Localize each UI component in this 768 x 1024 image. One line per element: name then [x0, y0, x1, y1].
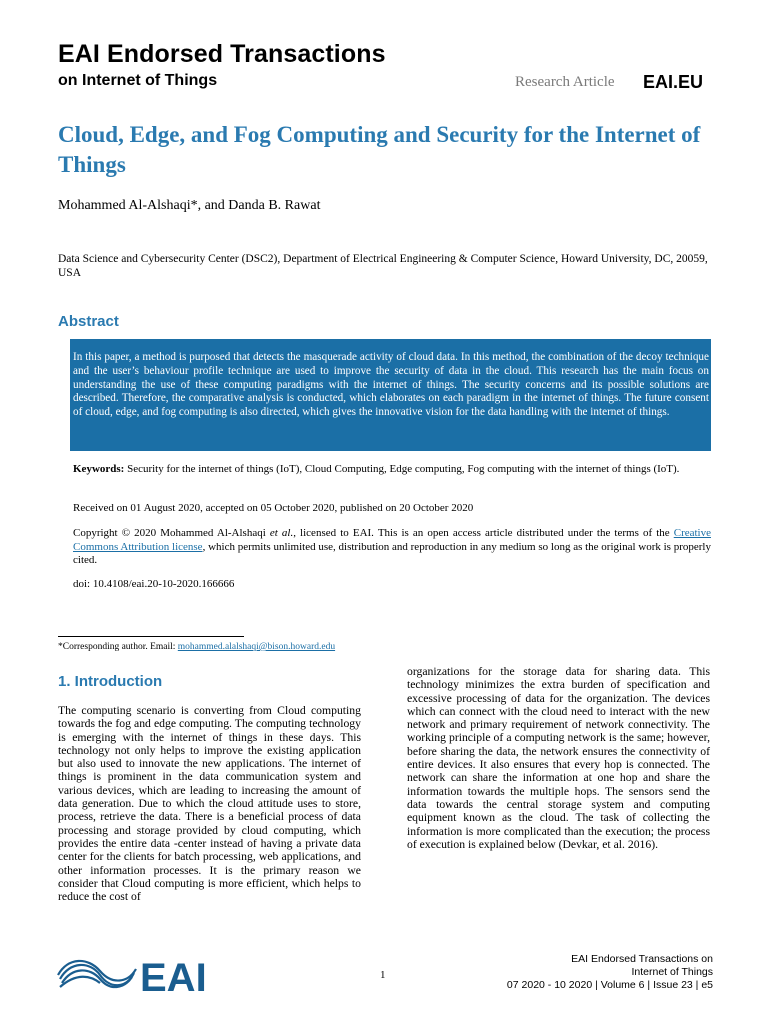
copyright-text-2: , licensed to EAI. This is an open access article distributed under the terms of the: [293, 527, 674, 539]
page-number: 1: [380, 969, 386, 981]
journal-subtitle: on Internet of Things: [58, 72, 218, 89]
corresponding-author-footnote: [58, 642, 335, 652]
footnote-label: *Corresponding author. Email:: [58, 642, 178, 652]
keywords: [73, 463, 711, 477]
intro-right-column: organizations for the storage data for sharing data. This technology minimizes the extra burden of specification and excessive processing of data for the organization. The devices which can connect with the cloud need to interact with the new network and primary requirement of network connectivity. The working principle of a computing network is the same; however, before sharing the data, the network ensures the connectivity of entire devices. It also ensures that every hop is connected. The network can share the information at one hop and share the information towards the multiple hops. The sensors send the data towards the central storage system and computing equipment known as the cloud. The task of collecting the information is more complicated than the execution; the process of execution is explained below (Devkar, et al. 2016).: [407, 665, 710, 851]
brand-label: EAI.EU: [643, 72, 704, 92]
keywords-text: Security for the internet of things (IoT), Cloud Computing, Edge computing, Fog computing with the internet of things (IoT).: [127, 463, 680, 475]
article-type: Research Article: [515, 74, 615, 90]
intro-left-column: The computing scenario is converting from Cloud computing towards the fog and edge computing. The computing technology is emerging with the internet of things in these days. This technology not only helps to improve the existing application but also used to innovate the new applications. The internet of things is prominent in the data communication system and various devices, which are leading to increasing the amount of data generation. Due to which the cloud attitude uses to store, process, retrieve the data. There is a beneficial process of data processing and storage provided by cloud computing, which provides the entire data -center instead of having a private data center for the clients for batch processing, web applications, and other information processes. It is the primary reason we consider that Cloud computing is more efficient, which helps to reduce the cost of: [58, 704, 361, 904]
introduction-heading: 1. Introduction: [58, 673, 163, 690]
affiliation: Data Science and Cybersecurity Center (DSC2), Department of Electrical Engineering & Computer Science, Howard University, DC, 20059, USA: [58, 253, 708, 279]
footer-journal-line1: EAI Endorsed Transactions on: [571, 953, 713, 965]
footnote-divider: [58, 636, 244, 637]
abstract-box: [70, 339, 711, 451]
copyright-text-1: Copyright © 2020 Mohammed Al-Alshaqi: [73, 527, 270, 539]
abstract-text: In this paper, a method is purposed that detects the masquerade activity of cloud data. In this method, the combination of the decoy technique and the user’s behaviour profile technique are used to improve the security of data in the cloud. This research has the main focus on understanding the use of these computing paradigms with the internet of things. The security concerns and its possible solutions are described. Therefore, the comparative analysis is conducted, which elaborates on each paradigm in the internet of things. The future consent of cloud, edge, and fog computing is also directed, which gives the innovative vision for the data handling with the internet of things.: [73, 351, 709, 419]
doi: doi: 10.4108/eai.20-10-2020.166666: [73, 578, 235, 590]
author-email-link[interactable]: mohammed.alalshaqi@bison.howard.edu: [177, 642, 336, 652]
journal-title: EAI Endorsed Transactions: [58, 40, 386, 68]
received-dates: Received on 01 August 2020, accepted on 05 October 2020, published on 20 October 2020: [73, 502, 474, 514]
copyright-notice: [73, 527, 711, 568]
eai-logo-text: EAI: [140, 956, 207, 995]
footer-issue-line: 07 2020 - 10 2020 | Volume 6 | Issue 23 | e5: [506, 979, 713, 991]
copyright-etal: et al.: [269, 527, 294, 539]
license-link[interactable]: Creative Commons Attribution license: [73, 527, 711, 553]
eai-swirl-icon: [58, 961, 136, 987]
abstract-heading: Abstract: [58, 313, 119, 330]
eai-logo: [56, 953, 216, 995]
copyright-text-3: , which permits unlimited use, distribution and reproduction in any medium so long as the original work is properly cited.: [73, 540, 711, 566]
footer-journal-info: [470, 953, 713, 992]
footer-journal-line2: Internet of Things: [631, 966, 713, 978]
authors: Mohammed Al-Alshaqi*, and Danda B. Rawat: [58, 198, 321, 213]
keywords-label: Keywords:: [73, 463, 125, 475]
paper-title: Cloud, Edge, and Fog Computing and Security for the Internet of Things: [58, 122, 701, 177]
